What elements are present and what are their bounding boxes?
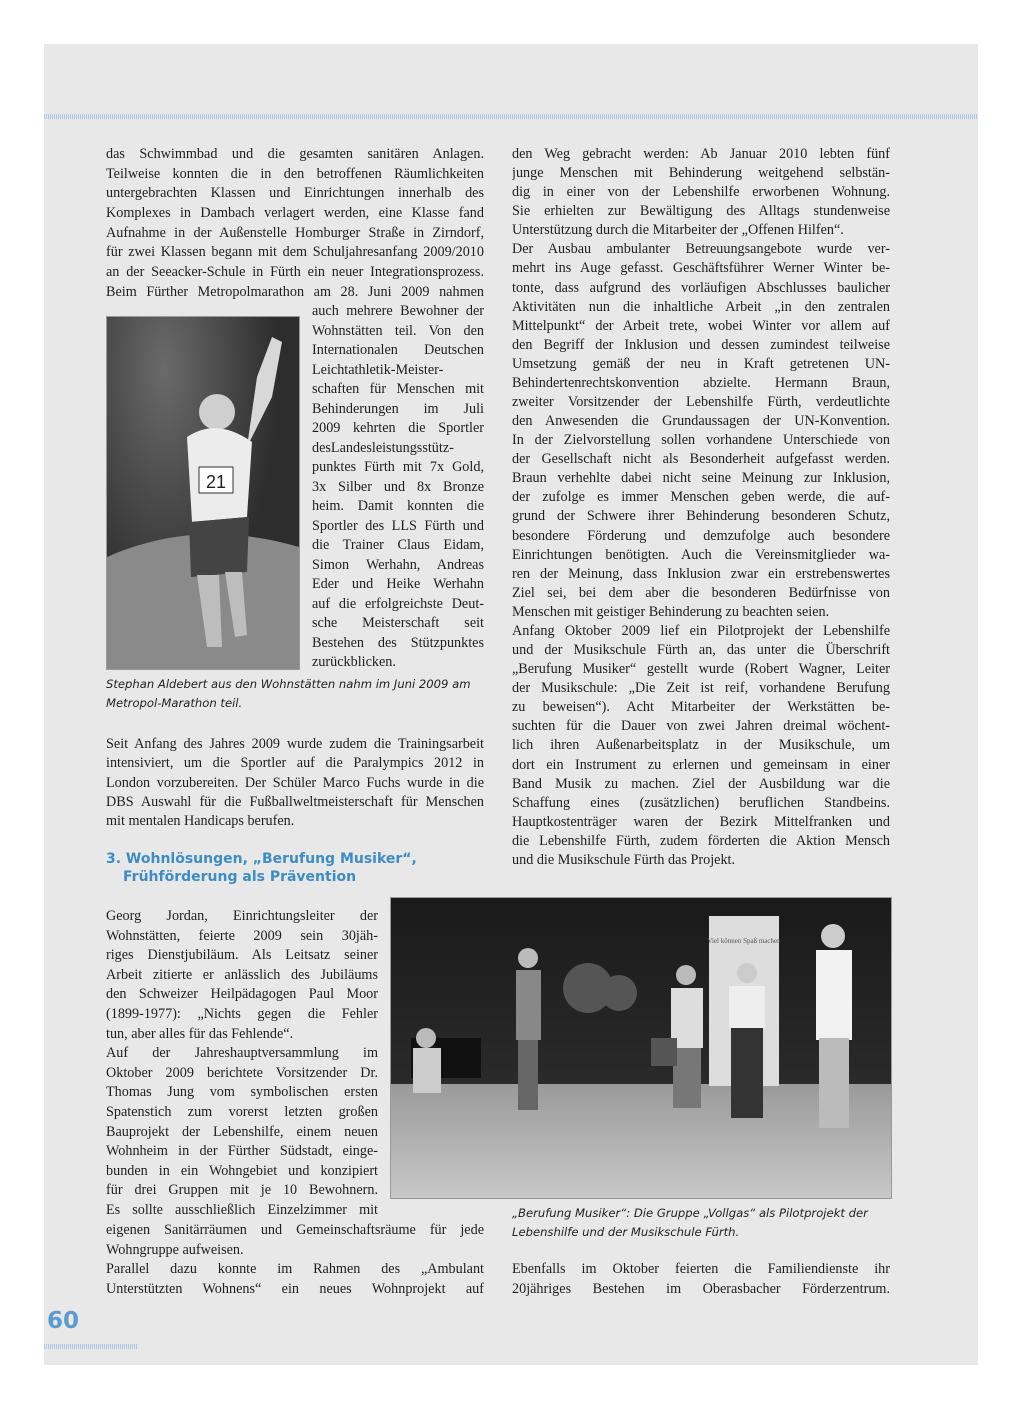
text-line: Umsetzung gemäß der neu in Kraft getretenen UN- (512, 355, 890, 372)
text-line: besondere Förderung und demzufolge auch besondere (512, 527, 890, 544)
text-line: mit mentalen Handicaps berufen. (106, 813, 295, 830)
text-line: Einrichtungen benötigten. Auch die Vereinsmitglieder wa- (512, 546, 890, 563)
text-line: untergebrachten Klassen und Einrichtungen innerhalb des (106, 185, 484, 202)
text-line: mehrt ins Auge gefasst. Geschäftsführer Werner Winter be- (512, 260, 890, 277)
paragraph (512, 240, 890, 622)
text-line: junge Menschen mit Behinderung weitgehend selbstän- (512, 165, 890, 182)
caption-line: Metropol-Marathon teil. (106, 696, 243, 710)
paragraph (512, 145, 890, 240)
text-line: Sportler des LLS Fürth und (312, 517, 484, 534)
paragraph (106, 1044, 378, 1220)
caption-line: „Berufung Musiker“: Die Gruppe „Vollgas“ als Pilotprojekt der (512, 1206, 868, 1220)
text-line: auf die erfolgreichste Deut- (312, 595, 484, 612)
runner-photo-caption (106, 675, 506, 713)
text-line: Mittelpunkt“ der Arbeit trete, wobei Winter vor allem auf (512, 317, 890, 334)
text-line: Seit Anfang des Jahres 2009 wurde zudem die Trainingsarbeit (106, 736, 484, 752)
text-line: Oktober 2009 berichtete Vorsitzender Dr. (106, 1064, 378, 1081)
text-line: Thomas Jung vom symbolischen ersten (106, 1084, 378, 1101)
text-line: Beim Fürther Metropolmarathon am 28. Juni 2009 nahmen (106, 283, 484, 300)
bib-number: 21 (205, 472, 227, 492)
text-line: Menschen mit geistiger Behinderung zu beachten seien. (512, 603, 830, 620)
caption-line: Stephan Aldebert aus den Wohnstätten nahm im Juni 2009 am (106, 677, 471, 691)
text-block-left-top (106, 145, 484, 303)
text-block-training (106, 735, 484, 831)
paragraph (106, 907, 378, 1044)
text-line: den Anwesenden die Grundaussagen der UN-Konvention. (512, 413, 890, 430)
text-line: 3x Silber und 8x Bronze (312, 478, 484, 495)
text-line: zu beweisen“). Acht Mitarbeiter der Werkstätten be- (512, 699, 890, 716)
text-line: der Musikschule: „Die Zeit ist reif, vorhandene Berufung (512, 680, 890, 697)
text-line: Wohnheim in der Fürther Südstadt, einge- (106, 1143, 378, 1160)
text-line: Aufnahme in der Außenstelle Homburger Straße in Zirndorf, (106, 224, 484, 241)
text-line: intensiviert, um die Sportler auf die Paralympics 2012 in (106, 755, 484, 772)
text-line: und die Musikschule Fürth das Projekt. (512, 851, 736, 868)
text-line: zurückblicken. (312, 654, 396, 670)
text-line: Teilweise konnten die in den betroffenen Räumlichkeiten (106, 165, 484, 182)
text-line: Sie erhielten zur Bewältigung des Alltags stundenweise (512, 203, 890, 220)
text-line: Es sollte ausschließlich Einzelzimmer mit (106, 1201, 378, 1218)
text-line: Der Ausbau ambulanter Betreuungsangebote wurde ver- (512, 241, 890, 258)
runner-photo (106, 316, 300, 670)
text-line: 20jähriges Bestehen im Oberasbacher Förderzentrum. (512, 1280, 890, 1297)
band-photo-illustration (391, 898, 891, 1198)
paragraph (106, 1260, 484, 1299)
text-line: punktes Fürth mit 7x Gold, (312, 459, 484, 475)
text-block-beside-runner-photo (312, 302, 484, 673)
text-line: das Schwimmbad und die gesamten sanitären Anlagen. (106, 146, 484, 162)
text-line: Simon Werhahn, Andreas (312, 556, 484, 573)
text-line: DBS Auswahl für die Fußballweltmeisterschaft für Menschen (106, 793, 484, 810)
text-line: suchten für die Dauer von zwei Jahren dreimal wöchent- (512, 718, 890, 735)
text-line: für drei Gruppen mit je 10 Bewohnern. (106, 1182, 378, 1199)
text-line: eigenen Sanitärräumen und Gemeinschaftsräume für jede (106, 1222, 484, 1238)
text-line: Komplexes in Dambach verlagert werden, eine Klasse fand (106, 205, 484, 222)
text-line: zweiter Vorsitzender der Lebenshilfe Fürth, verdeutlichte (512, 394, 890, 411)
footer-dotted-rule (44, 1344, 138, 1349)
text-line: London vorzubereiten. Der Schüler Marco Fuchs wurde in die (106, 774, 484, 791)
text-line: schaften für Menschen mit (312, 381, 484, 397)
text-line: Band Musik zu machen. Ziel der Ausbildung war die (512, 775, 890, 792)
caption-line: Lebenshilfe und der Musikschule Fürth. (512, 1225, 740, 1239)
text-line: Unterstützung durch die Mitarbeiter der „Offenen Hilfen“. (512, 222, 844, 239)
paragraph (106, 735, 484, 831)
text-line: die Lebenshilfe Fürth, zudem förderten die Aktion Mensch (512, 832, 890, 849)
text-line: (1899-1977): „Nichts gegen die Fehler (106, 1005, 378, 1022)
text-line: tun, aber alles für das Fehlende“. (106, 1025, 294, 1042)
text-line: Parallel dazu konnte im Rahmen des „Ambulant (106, 1261, 484, 1277)
text-line: und der Musikschule Fürth an, das unter die Überschrift (512, 642, 890, 659)
page-number: 60 (47, 1308, 80, 1334)
runner-photo-illustration (107, 317, 299, 669)
banner-text: Viel können Spaß machen (707, 937, 781, 945)
text-block-left-bottom (106, 1221, 484, 1299)
paragraph (512, 1260, 890, 1299)
band-photo (390, 897, 892, 1199)
header-dotted-rule (44, 114, 978, 119)
text-block-right-bottom (512, 1260, 890, 1299)
text-line: Braun verhehlte dabei nicht seine Meinung zur Inklusion, (512, 470, 890, 487)
text-line: den Weg gebracht werden: Ab Januar 2010 lebten fünf (512, 146, 890, 162)
text-line: Auf der Jahreshauptversammlung im (106, 1045, 378, 1062)
text-line: ren der Meinung, dass Inklusion zwar ein erstrebenswertes (512, 565, 890, 582)
text-line: Wohnstätten, feierte 2009 sein 30jäh- (106, 927, 378, 944)
text-line: desLandesleistungsstütz- (312, 439, 454, 456)
text-line: Behinderungen im Juli (312, 400, 484, 417)
paragraph (106, 1221, 484, 1260)
text-line: bunden in ein Wohngebiet und konzipiert (106, 1162, 378, 1179)
text-line: Hauptkostenträger waren der Bezirk Mittelfranken und (512, 813, 890, 830)
text-line: den Schweizer Heilpädagogen Paul Moor (106, 986, 378, 1003)
text-line: Unterstützten Wohnens“ ein neues Wohnprojekt auf (106, 1280, 484, 1297)
text-line: sche Meisterschaft seit (312, 615, 484, 631)
text-block-right-column (512, 145, 890, 870)
text-line: auch mehrere Bewohner der (312, 303, 484, 319)
text-line: für zwei Klassen begann mit dem Schuljahresanfang 2009/2010 (106, 244, 484, 261)
text-line: „Berufung Musiker“ gestellt wurde (Robert Wagner, Leiter (512, 661, 890, 678)
text-line: Internationalen Deutschen (312, 342, 484, 358)
band-photo-caption (512, 1204, 912, 1242)
text-line: Schaffung eines (zusätzlichen) beruflichen Standbeins. (512, 794, 890, 811)
text-line: Arbeit zitierte er anlässlich des Jubiläums (106, 966, 378, 983)
text-line: der Gesellschaft nicht als Besonderheit aufgefasst werden. (512, 451, 890, 468)
text-line: tonte, dass aufgrund des vorläufigen Abschlusses baulicher (512, 279, 890, 296)
paragraph (106, 145, 484, 303)
text-line: Bauprojekt der Lebenshilfe, einem neuen (106, 1123, 378, 1140)
text-line: riges Dienstjubiläum. Als Leitsatz seiner (106, 947, 378, 964)
text-line: Ziel sei, bei dem aber die besonderen Bedürfnisse von (512, 584, 890, 601)
paragraph (512, 622, 890, 870)
text-block-beside-band-photo (106, 907, 378, 1221)
text-line: 2009 kehrten die Sportler (312, 420, 484, 436)
text-line: den Begriff der Inklusion und dessen zumindest teilweise (512, 336, 890, 353)
text-line: Aktivitäten nun die inhaltliche Arbeit „in den zentralen (512, 298, 890, 315)
text-line: In der Zielvorstellung sollen vorhandene Unterschiede von (512, 432, 890, 449)
section-heading (106, 850, 417, 886)
text-line: lich ihren Außenarbeitsplatz in der Musikschule, um (512, 737, 890, 754)
text-line: Anfang Oktober 2009 lief ein Pilotprojekt der Lebenshilfe (512, 622, 890, 639)
section-heading-line: 3. Wohnlösungen, „Berufung Musiker“, (106, 851, 417, 867)
text-line: grund der Schwere ihrer Behinderung besonderen Schutz, (512, 508, 890, 525)
text-line: dort ein Instrument zu erlernen und gemeinsam in einer (512, 756, 890, 773)
paragraph (312, 302, 484, 673)
text-line: Georg Jordan, Einrichtungsleiter der (106, 908, 378, 924)
section-heading-line: Frühförderung als Prävention (123, 869, 357, 885)
text-line: Wohnstätten teil. Von den (312, 322, 484, 339)
text-line: Eder und Heike Werhahn (312, 576, 484, 592)
text-line: dig in einer von der Lebenshilfe erworbenen Wohnung. (512, 184, 890, 201)
text-line: an der Seeacker-Schule in Fürth ein neuer Integrationsprozess. (106, 264, 484, 281)
text-line: Wohngruppe aufweisen. (106, 1241, 244, 1258)
text-line: der zufolge es immer Menschen geben werde, die auf- (512, 489, 890, 506)
text-line: Ebenfalls im Oktober feierten die Familiendienste ihr (512, 1261, 890, 1277)
text-line: Spatenstich zum vorerst letzten großen (106, 1103, 378, 1120)
text-line: die Trainer Claus Eidam, (312, 537, 484, 553)
text-line: heim. Damit konnten die (312, 498, 484, 514)
text-line: Leichtathletik-Meister- (312, 361, 444, 378)
text-line: Bestehen des Stützpunktes (312, 634, 484, 651)
text-line: Behindertenrechtskonvention abzielte. Hermann Braun, (512, 374, 890, 391)
